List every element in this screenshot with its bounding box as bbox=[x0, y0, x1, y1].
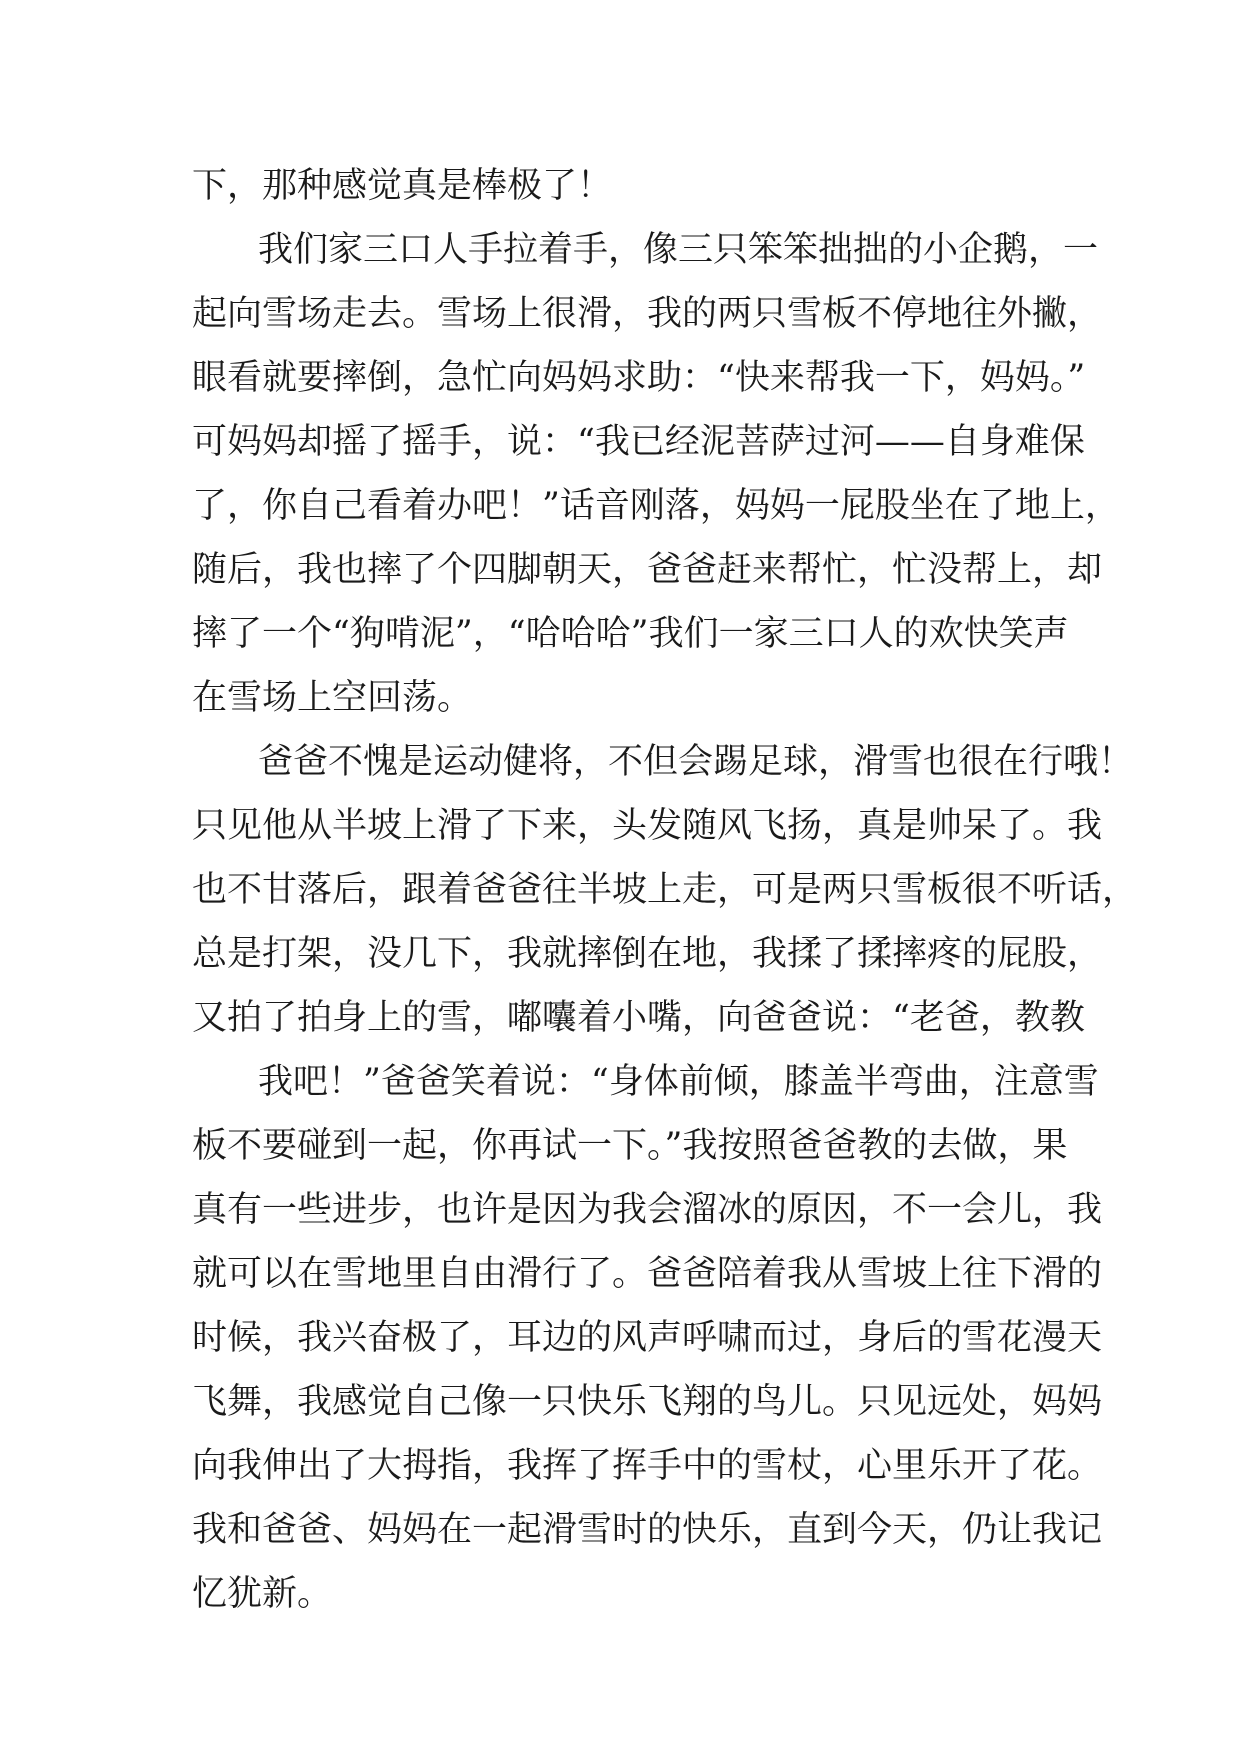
text-line: 可妈妈却摇了摇手，说：“我已经泥菩萨过河——自身难保 bbox=[192, 422, 1085, 462]
text-line: 爸爸不愧是运动健将，不但会踢足球，滑雪也很在行哦！ bbox=[258, 742, 1134, 782]
text-line: 摔了一个“狗啃泥”，“哈哈哈”我们一家三口人的欢快笑声 bbox=[192, 614, 1069, 654]
text-line: 我和爸爸、妈妈在一起滑雪时的快乐，直到今天，仍让我记 bbox=[192, 1510, 1103, 1550]
text-line: 眼看就要摔倒，急忙向妈妈求助：“快来帮我一下，妈妈。” bbox=[192, 358, 1086, 398]
text-line: 我吧！”爸爸笑着说：“身体前倾，膝盖半弯曲，注意雪 bbox=[258, 1062, 1099, 1102]
text-line: 在雪场上空回荡。 bbox=[192, 678, 473, 718]
text-line: 真有一些进步，也许是因为我会溜冰的原因，不一会儿，我 bbox=[192, 1190, 1103, 1230]
essay-text bbox=[192, 154, 1138, 1626]
text-line: 也不甘落后，跟着爸爸往半坡上走，可是两只雪板很不听话， bbox=[192, 870, 1138, 910]
text-line: 时候，我兴奋极了，耳边的风声呼啸而过，身后的雪花漫天 bbox=[192, 1318, 1103, 1358]
text-line: 向我伸出了大拇指，我挥了挥手中的雪杖，心里乐开了花。 bbox=[192, 1446, 1103, 1486]
text-line: 起向雪场走去。雪场上很滑，我的两只雪板不停地往外撇， bbox=[192, 294, 1103, 334]
text-line: 飞舞，我感觉自己像一只快乐飞翔的鸟儿。只见远处，妈妈 bbox=[192, 1382, 1103, 1422]
text-line: 忆犹新。 bbox=[192, 1574, 333, 1614]
text-line: 了，你自己看着办吧！”话音刚落，妈妈一屁股坐在了地上， bbox=[192, 486, 1120, 526]
text-line: 板不要碰到一起，你再试一下。”我按照爸爸教的去做，果 bbox=[192, 1126, 1068, 1166]
text-line: 随后，我也摔了个四脚朝天，爸爸赶来帮忙，忙没帮上，却 bbox=[192, 550, 1103, 590]
text-line: 只见他从半坡上滑了下来，头发随风飞扬，真是帅呆了。我 bbox=[192, 806, 1103, 846]
text-line: 总是打架，没几下，我就摔倒在地，我揉了揉摔疼的屁股， bbox=[192, 934, 1103, 974]
text-line: 又拍了拍身上的雪，嘟囔着小嘴，向爸爸说：“老爸，教教 bbox=[192, 998, 1085, 1038]
text-line: 就可以在雪地里自由滑行了。爸爸陪着我从雪坡上往下滑的 bbox=[192, 1254, 1103, 1294]
text-line: 我们家三口人手拉着手，像三只笨笨拙拙的小企鹅，一 bbox=[258, 230, 1099, 270]
text-line: 下，那种感觉真是棒极了！ bbox=[192, 166, 613, 206]
